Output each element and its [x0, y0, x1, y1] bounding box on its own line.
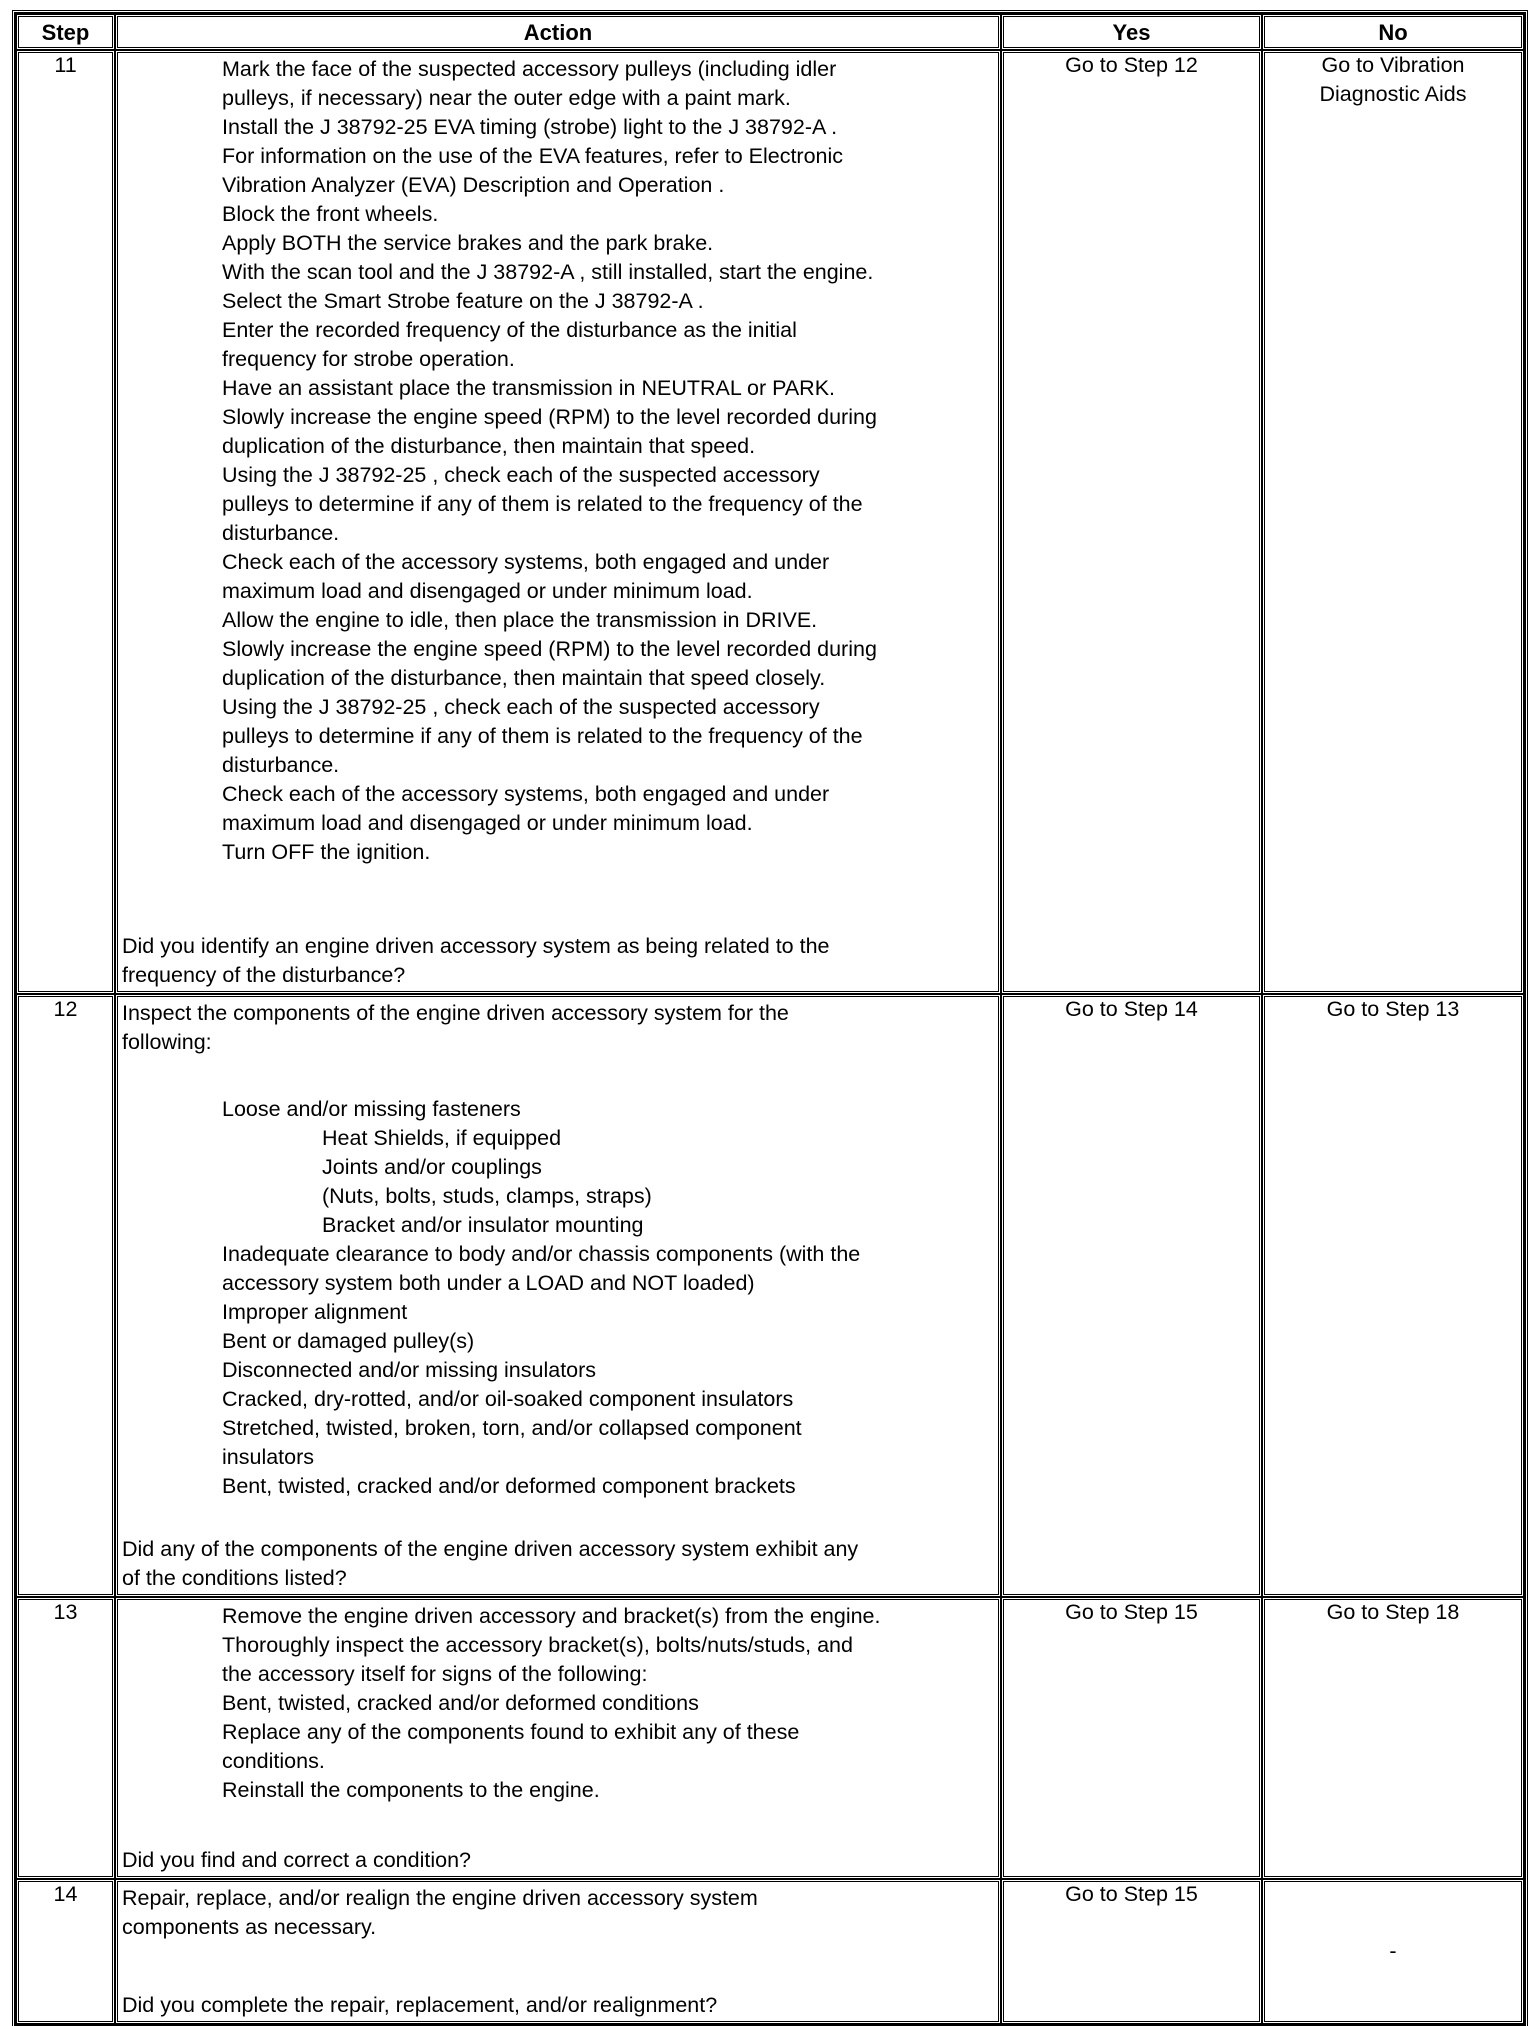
action-line: Inspect the components of the engine driven accessory system for the [122, 1001, 789, 1025]
action-question [116, 932, 1000, 993]
action-line: maximum load and disengaged or under minimum load. [222, 579, 753, 603]
action-line: Slowly increase the engine speed (RPM) to the level recorded during [222, 637, 877, 661]
action-line: Mark the face of the suspected accessory pulleys (including idler [222, 57, 837, 81]
step-number: 11 [16, 50, 115, 994]
no-result-line: Go to Vibration [1321, 53, 1465, 77]
action-line: With the scan tool and the J 38792-A , still installed, start the engine. [222, 260, 874, 284]
action-line: Cracked, dry-rotted, and/or oil-soaked component insulators [222, 1387, 794, 1411]
action-line: Joints and/or couplings [322, 1155, 542, 1179]
action-line: Select the Smart Strobe feature on the J 38792-A . [222, 289, 704, 313]
action-line: pulleys to determine if any of them is related to the frequency of the [222, 492, 863, 516]
action-line: accessory system both under a LOAD and NOT loaded) [222, 1271, 755, 1295]
action-line: Block the front wheels. [222, 202, 439, 226]
action-line: For information on the use of the EVA features, refer to Electronic [222, 144, 844, 168]
action-line: pulleys, if necessary) near the outer edge with a paint mark. [222, 86, 791, 110]
step-number: 14 [16, 1879, 115, 2024]
action-steps [116, 1880, 1000, 1942]
action-line: Heat Shields, if equipped [322, 1126, 562, 1150]
spacer [122, 1057, 994, 1095]
action-line: of the conditions listed? [122, 1566, 347, 1590]
action-line: Remove the engine driven accessory and bracket(s) from the engine. [222, 1604, 881, 1628]
action-line: maximum load and disengaged or under minimum load. [222, 811, 753, 835]
action-line: conditions. [222, 1749, 325, 1773]
no-result: - [1262, 1879, 1524, 2024]
action-line: Slowly increase the engine speed (RPM) to the level recorded during [222, 405, 877, 429]
header-action: Action [115, 14, 1001, 50]
table-row-step-12 [16, 994, 1524, 1597]
action-line: insulators [222, 1445, 315, 1469]
header-no: No [1262, 14, 1524, 50]
table-row-step-13 [16, 1597, 1524, 1879]
action-cell [115, 50, 1001, 994]
action-line: Thoroughly inspect the accessory bracket(s), bolts/nuts/studs, and [222, 1633, 853, 1657]
yes-result: Go to Step 15 [1001, 1597, 1262, 1879]
action-line: duplication of the disturbance, then maintain that speed closely. [222, 666, 826, 690]
action-line: Bent, twisted, cracked and/or deformed component brackets [222, 1474, 796, 1498]
action-line: components as necessary. [122, 1915, 377, 1939]
action-line: Stretched, twisted, broken, torn, and/or collapsed component [222, 1416, 802, 1440]
action-cell [115, 1597, 1001, 1879]
action-line: Install the J 38792-25 EVA timing (strobe) light to the J 38792-A . [222, 115, 838, 139]
action-line: disturbance. [222, 521, 340, 545]
action-question [116, 1991, 1000, 2023]
action-line: the accessory itself for signs of the following: [222, 1662, 648, 1686]
action-line: Inadequate clearance to body and/or chassis components (with the [222, 1242, 861, 1266]
action-question [116, 1535, 1000, 1596]
action-line: Did any of the components of the engine driven accessory system exhibit any [122, 1537, 859, 1561]
action-line: (Nuts, bolts, studs, clamps, straps) [322, 1184, 652, 1208]
header-step: Step [16, 14, 115, 50]
action-steps [116, 51, 1000, 867]
action-line: Loose and/or missing fasteners [222, 1097, 521, 1121]
table-row-step-11 [16, 50, 1524, 994]
table-row-step-14 [16, 1879, 1524, 2024]
step-number: 13 [16, 1597, 115, 1879]
action-line: duplication of the disturbance, then maintain that speed. [222, 434, 756, 458]
no-result [1262, 50, 1524, 994]
action-line: Enter the recorded frequency of the disturbance as the initial [222, 318, 797, 342]
action-line: pulleys to determine if any of them is related to the frequency of the [222, 724, 863, 748]
action-line: Disconnected and/or missing insulators [222, 1358, 597, 1382]
action-line: Reinstall the components to the engine. [222, 1778, 600, 1802]
table-header-row [16, 14, 1524, 50]
action-line: Vibration Analyzer (EVA) Description and Operation . [222, 173, 725, 197]
action-line: Bent or damaged pulley(s) [222, 1329, 475, 1353]
action-line: Replace any of the components found to exhibit any of these [222, 1720, 800, 1744]
action-cell [115, 1879, 1001, 2024]
action-steps [116, 1598, 1000, 1805]
action-line: Using the J 38792-25 , check each of the suspected accessory [222, 695, 820, 719]
action-line: following: [122, 1030, 212, 1054]
action-steps [116, 995, 1000, 1501]
no-result: Go to Step 13 [1262, 994, 1524, 1597]
action-line: Apply BOTH the service brakes and the park brake. [222, 231, 714, 255]
step-number: 12 [16, 994, 115, 1597]
action-line: Did you identify an engine driven accessory system as being related to the [122, 934, 830, 958]
diagnostic-table [14, 12, 1526, 2026]
yes-result: Go to Step 12 [1001, 50, 1262, 994]
action-line: Check each of the accessory systems, both engaged and under [222, 550, 830, 574]
action-line: Bent, twisted, cracked and/or deformed conditions [222, 1691, 699, 1715]
action-line: Improper alignment [222, 1300, 408, 1324]
diagnostic-page [14, 12, 1522, 2026]
action-line: frequency for strobe operation. [222, 347, 515, 371]
action-question [116, 1846, 1000, 1878]
action-line: Bracket and/or insulator mounting [322, 1213, 644, 1237]
no-result: Go to Step 18 [1262, 1597, 1524, 1879]
action-cell [115, 994, 1001, 1597]
action-line: Using the J 38792-25 , check each of the suspected accessory [222, 463, 820, 487]
no-result-line: Diagnostic Aids [1319, 82, 1467, 106]
header-yes: Yes [1001, 14, 1262, 50]
yes-result: Go to Step 14 [1001, 994, 1262, 1597]
action-line: Did you complete the repair, replacement, and/or realignment? [122, 1993, 718, 2017]
action-line: Allow the engine to idle, then place the transmission in DRIVE. [222, 608, 818, 632]
action-line: Check each of the accessory systems, both engaged and under [222, 782, 830, 806]
action-line: Did you find and correct a condition? [122, 1848, 471, 1872]
yes-result: Go to Step 15 [1001, 1879, 1262, 2024]
action-line: disturbance. [222, 753, 340, 777]
action-line: Repair, replace, and/or realign the engine driven accessory system [122, 1886, 758, 1910]
action-line: Turn OFF the ignition. [222, 840, 431, 864]
action-line: frequency of the disturbance? [122, 963, 406, 987]
action-line: Have an assistant place the transmission in NEUTRAL or PARK. [222, 376, 836, 400]
